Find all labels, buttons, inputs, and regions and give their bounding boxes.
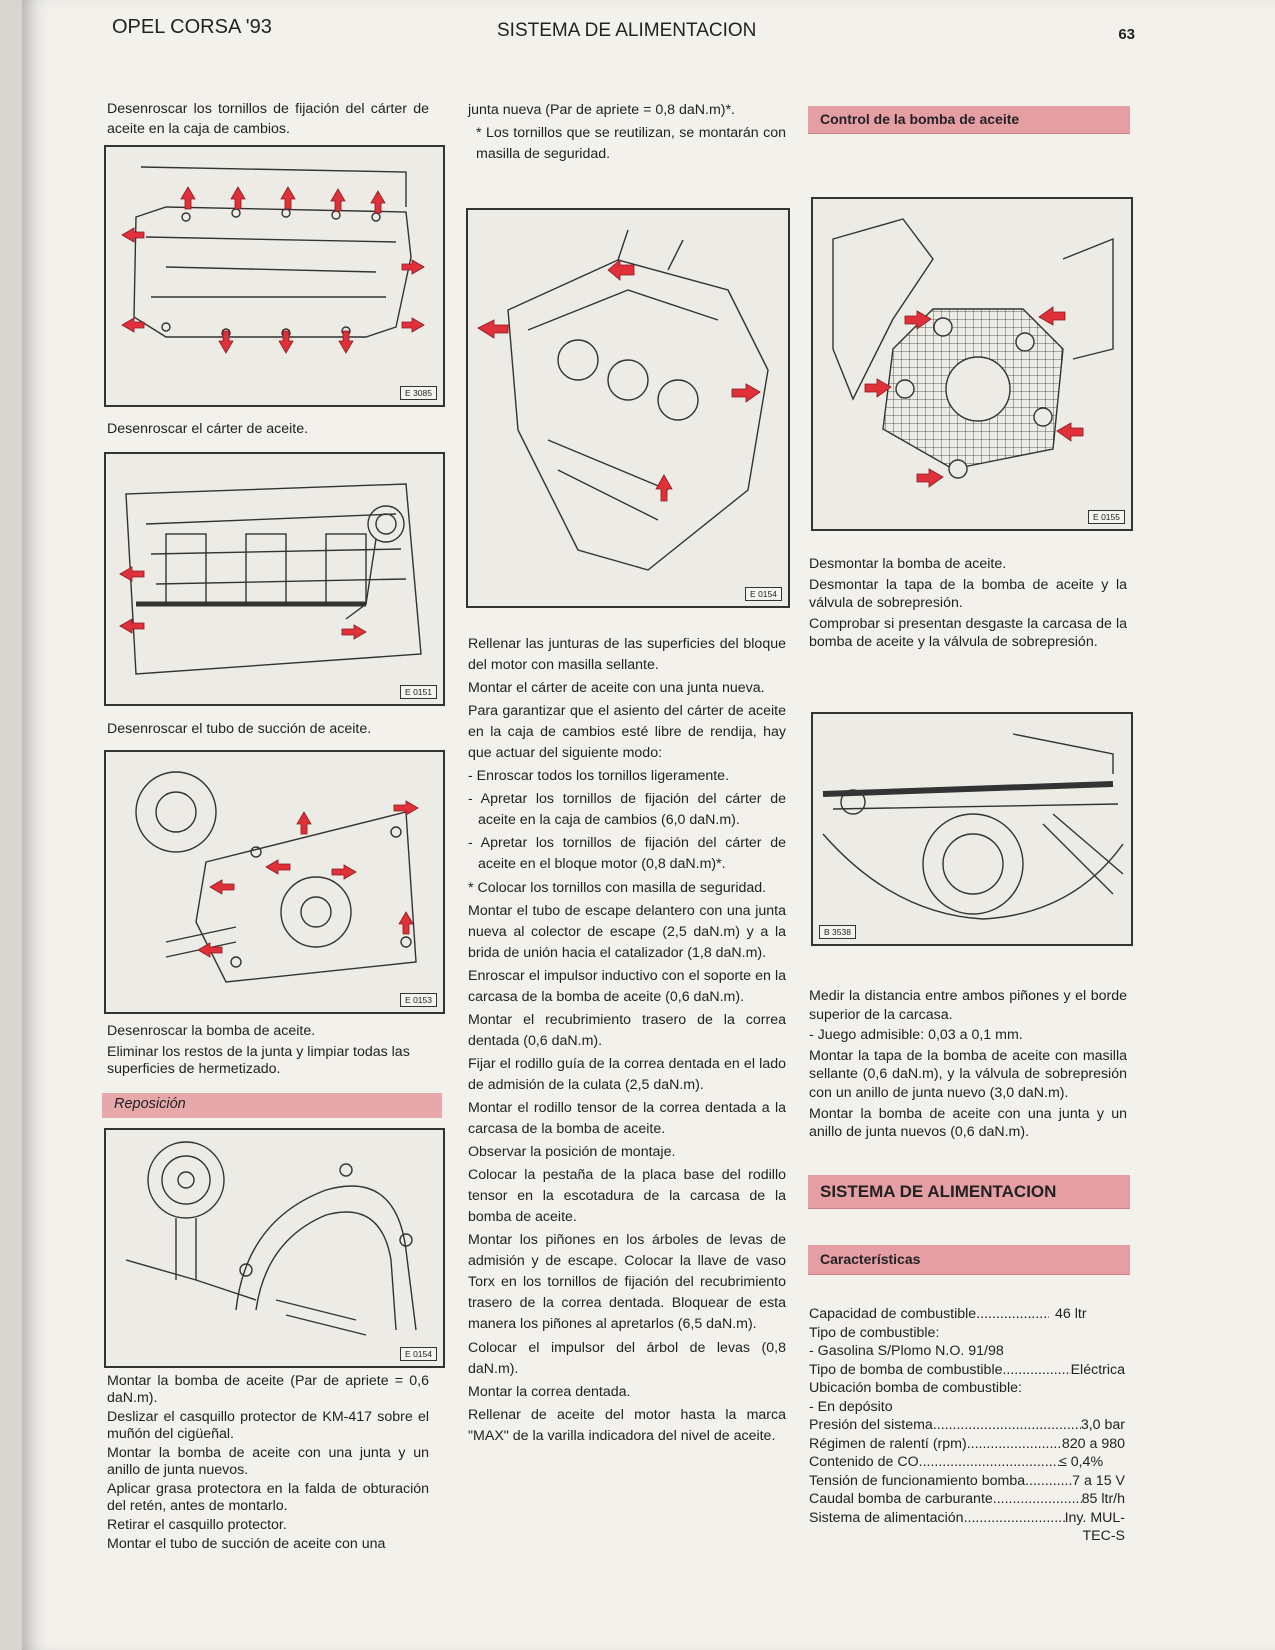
gear-clearance-measurement-illustration [813, 714, 1131, 944]
band-caracteristicas: Características [808, 1245, 1130, 1275]
oil-suction-tube-illustration [106, 454, 443, 704]
oil-pump-cover-illustration [813, 199, 1131, 529]
figure-e3085 [104, 145, 445, 407]
spec-row: Tipo de combustible: [809, 1324, 940, 1341]
spec-row: Tipo de bomba de combustible ..... Eléctrica [809, 1361, 1125, 1380]
manual-page [22, 0, 1275, 1650]
figure-b3538 [811, 712, 1133, 946]
figure-e0153 [104, 750, 445, 1014]
figure-code: E 0155 [1088, 510, 1125, 524]
caption-2: Desenroscar el tubo de succión de aceite. [107, 721, 372, 737]
spec-row: Sistema de alimentación ..... Iny. MUL- [809, 1509, 1125, 1528]
spec-row: Presión del sistema ..... 3,0 bar [809, 1416, 1125, 1435]
spec-row: TEC-S [1082, 1528, 1125, 1544]
spec-row: Contenido de CO ..... ≤ 0,4% [809, 1453, 1125, 1472]
figure-code: E 0154 [745, 587, 782, 601]
spec-row: Ubicación bomba de combustible: [809, 1380, 1022, 1396]
section-band-reposicion: Reposición [102, 1093, 442, 1118]
col1-reposicion-text: Montar la bomba de aceite (Par de apriete = 0,6 daN.m). Deslizar el casquillo protector de KM-417 sobre el muñón del cigüeñal. Montar la bomba de aceite con una junta y un anillo de junta nuevos. Aplicar grasa protectora en la falda de obturación del retén, antes de montarlo. Retirar el casquillo protector. Montar el tubo de succión de aceite con una [107, 1373, 429, 1552]
oil-pump-removal-illustration [106, 752, 443, 1012]
col1-intro: Desenroscar los tornillos de fijación del cárter de aceite en la caja de cambios. [107, 101, 429, 137]
oil-pan-bolts-illustration [106, 147, 443, 405]
spec-row: - Gasolina S/Plomo N.O. 91/98 [809, 1343, 1004, 1359]
page-number: 63 [1118, 26, 1135, 43]
col2-body: Rellenar las junturas de las superficies del bloque del motor con masilla sellante. Montar el cárter de aceite con una junta nueva. Para garantizar que el asiento del cárter de aceite en la caja de cambios esté libre de rendija, hay que actuar del siguiente modo: - Enroscar todos los tornillos ligeramente. - Apretar los tornillos de fijación del cárter de aceite en la caja de cambios (6,0 daN.m). - Apretar los tornillos de fijación del cárter de aceite en el bloque motor (0,8 daN.m)*. * Colocar los tornillos con masilla de seguridad. Montar el tubo de escape delantero con una junta nueva al colector de escape (2,5 daN.m) y a la brida de unión hacia el catalizador (1,8 daN.m). Enroscar el impulsor inductivo con el soporte en la carcasa de la bomba de aceite (0,6 daN.m). Montar el recubrimiento trasero de la correa dentada (0,6 daN.m). Fijar el rodillo guía de la correa dentada en el lado de admisión de la culata (2,5 daN.m). Montar el rodillo tensor de la correa dentada a la carcasa de la bomba de aceite. Observar la posición de montaje. Colocar la pestaña de la placa base del rodillo tensor en la escotadura de la carcasa de la bomba de aceite. Montar los piñones en los árboles de levas de admisión y de escape. Colocar la llave de vaso Torx en los tornillos de fijación del recubrimiento trasero de la correa dentada. Bloquear de esta manera los piñones al apretarlos (6,5 daN.m). Colocar el impulsor del árbol de levas (0,8 daN.m). Montar la correa dentada. Rellenar de aceite del motor hasta la marca "MAX" de la varilla indicadora del nivel de aceite. [468, 636, 786, 1444]
col3-text-2: Medir la distancia entre ambos piñones y el borde superior de la carcasa. - Juego admisible: 0,03 a 0,1 mm. Montar la tapa de la bomba de aceite con masilla sellante (0,6 daN.m), y la válvula de sobrepresión con un anillo de junta nuevo (3,0 daN.m). Montar la bomba de aceite con una junta y un anillo de junta nuevos (0,6 daN.m). [809, 988, 1127, 1141]
spec-row: - En depósito [809, 1398, 893, 1415]
col3-text-1: Desmontar la bomba de aceite. Desmontar la tapa de la bomba de aceite y la válvula de sobrepresión. Comprobar si presentan desgaste la carcasa de la bomba de aceite y la válvula de sobrepresión. [809, 556, 1127, 651]
figure-code: E 3085 [400, 386, 437, 400]
figure-e0154-left [104, 1128, 445, 1368]
header-model: OPEL CORSA '93 [112, 16, 272, 38]
col2-top: junta nueva (Par de apriete = 0,8 daN.m)*. * Los tornillos que se reutilizan, se montarán con masilla de seguridad. [468, 102, 786, 162]
band-sistema-alimentacion: SISTEMA DE ALIMENTACION [808, 1175, 1130, 1209]
caption-3: Desenroscar la bomba de aceite. Eliminar los restos de la junta y limpiar todas las superficies de hermetizado. [107, 1023, 410, 1077]
figure-code: E 0154 [400, 1347, 437, 1361]
caption-1: Desenroscar el cárter de aceite. [107, 421, 309, 437]
band-control-bomba: Control de la bomba de aceite [808, 106, 1130, 134]
figure-e0154-block [466, 208, 790, 608]
figure-code: E 0151 [400, 685, 437, 699]
spec-row: Tensión de funcionamiento bomba ..... 7 a 15 V [809, 1472, 1125, 1491]
pump-installation-illustration [106, 1130, 443, 1366]
spec-row: Caudal bomba de carburante ..... 85 ltr/h [809, 1490, 1125, 1509]
spec-list [809, 1305, 1125, 1546]
figure-code: E 0153 [400, 993, 437, 1007]
header-section: SISTEMA DE ALIMENTACION [497, 20, 757, 41]
spec-row: Capacidad de combustible ..... 46 ltr [809, 1305, 1125, 1324]
engine-block-illustration [468, 210, 788, 606]
figure-e0151 [104, 452, 445, 706]
spec-row: Régimen de ralentí (rpm) ..... 820 a 980 [809, 1435, 1125, 1454]
figure-e0155 [811, 197, 1133, 531]
figure-code: B 3538 [819, 925, 856, 939]
